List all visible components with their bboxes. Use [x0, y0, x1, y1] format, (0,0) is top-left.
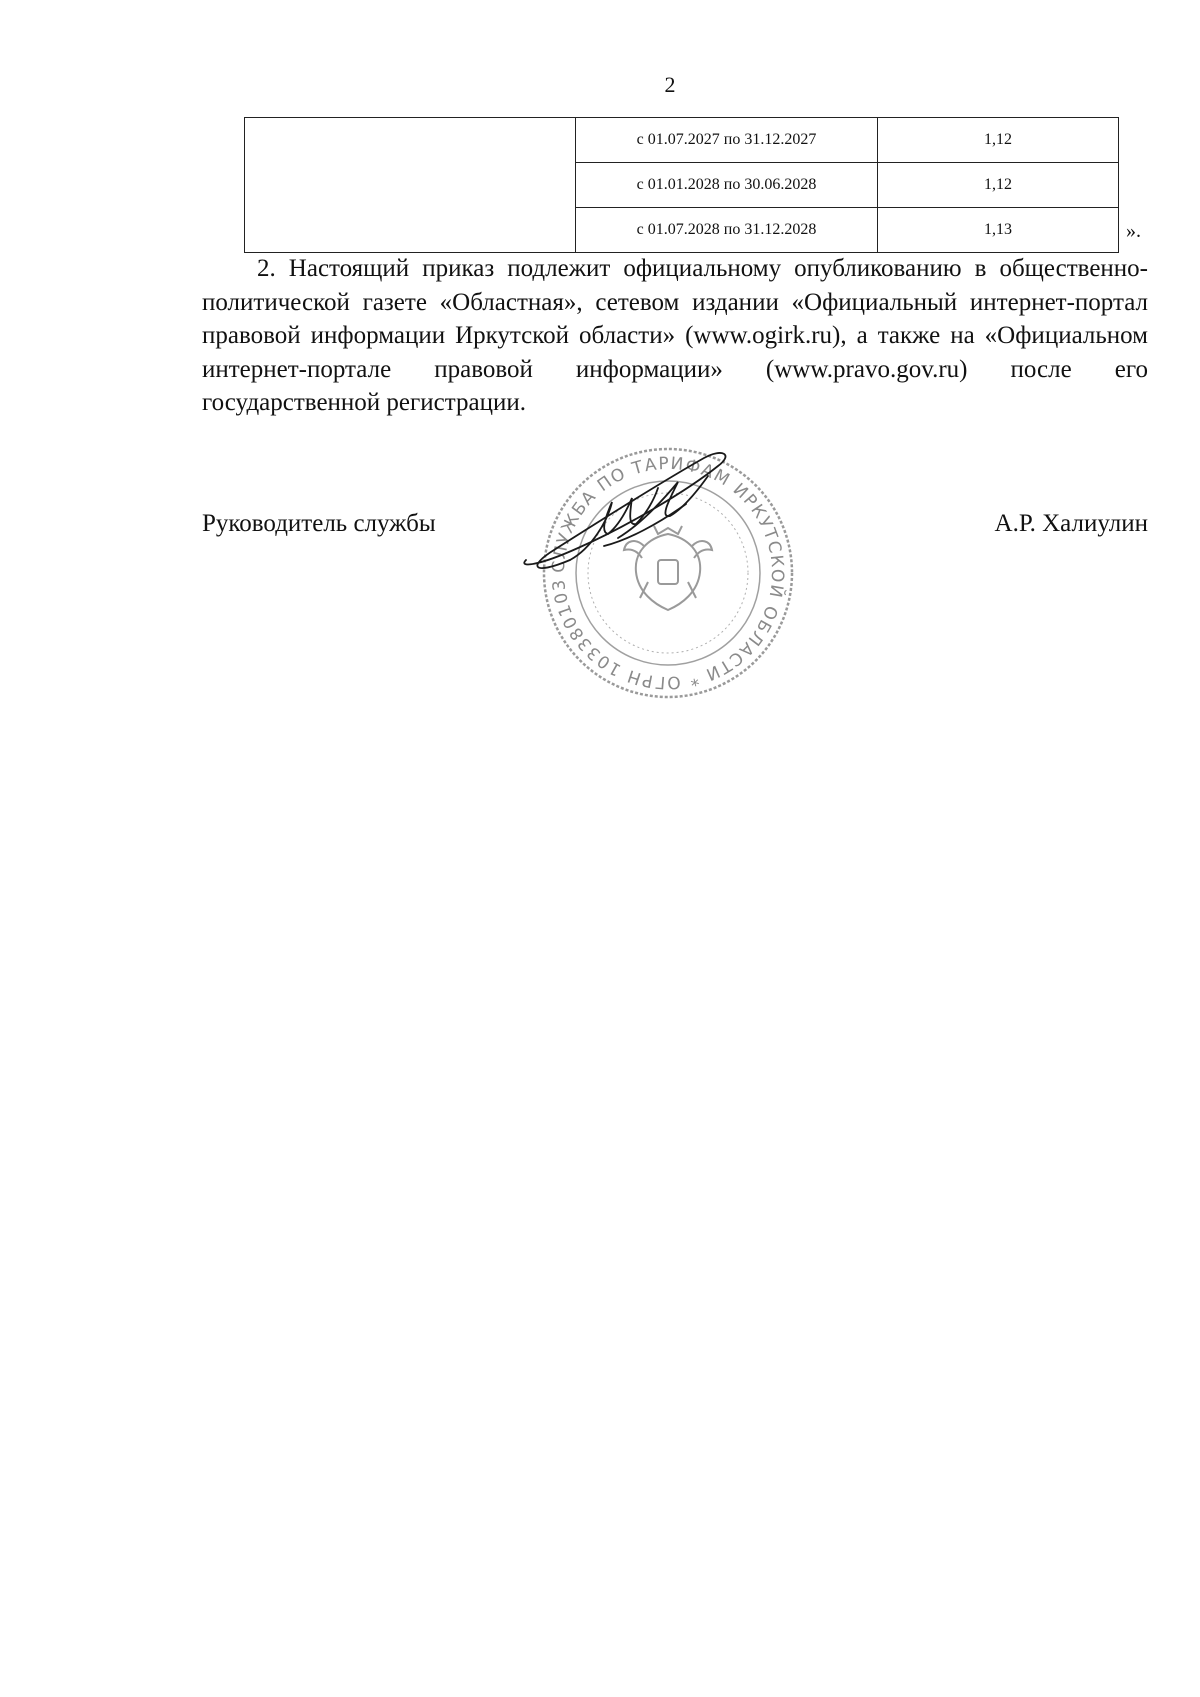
publication-paragraph: 2. Настоящий приказ подлежит официальному опубликованию в общественно-политической газете «Областная», сетевом издании «Официальный интернет-портал правовой информации Иркутской области» (www.ogirk.ru), а также на «Официальном интернет-портале правовой информации» (www.pravo.gov.ru) после его государственной регистрации.: [202, 255, 1148, 416]
signatory-title: Руководитель службы: [202, 510, 436, 537]
period-cell: с 01.01.2028 по 30.06.2028: [576, 163, 878, 208]
stamp-ring-text: СЛУЖБА ПО ТАРИФАМ ИРКУТСКОЙ ОБЛАСТИ * ОГРН 103380103: [548, 453, 788, 693]
signatory-name: А.Р. Халиулин: [994, 510, 1148, 537]
value-cell: 1,12: [878, 118, 1119, 163]
period-cell: с 01.07.2028 по 31.12.2028: [576, 208, 878, 253]
period-cell: с 01.07.2027 по 31.12.2027: [576, 118, 878, 163]
value-cell: 1,13: [878, 208, 1119, 253]
page-number: 2: [664, 72, 676, 97]
table-empty-cell: [245, 118, 576, 253]
official-stamp: [508, 442, 828, 704]
tariff-table: [244, 117, 1119, 253]
stamp-and-signature: [508, 442, 828, 704]
table-row: [245, 118, 1119, 163]
value-cell: 1,12: [878, 163, 1119, 208]
closing-quote: ».: [1126, 220, 1141, 242]
coat-of-arms-icon: [624, 526, 712, 610]
